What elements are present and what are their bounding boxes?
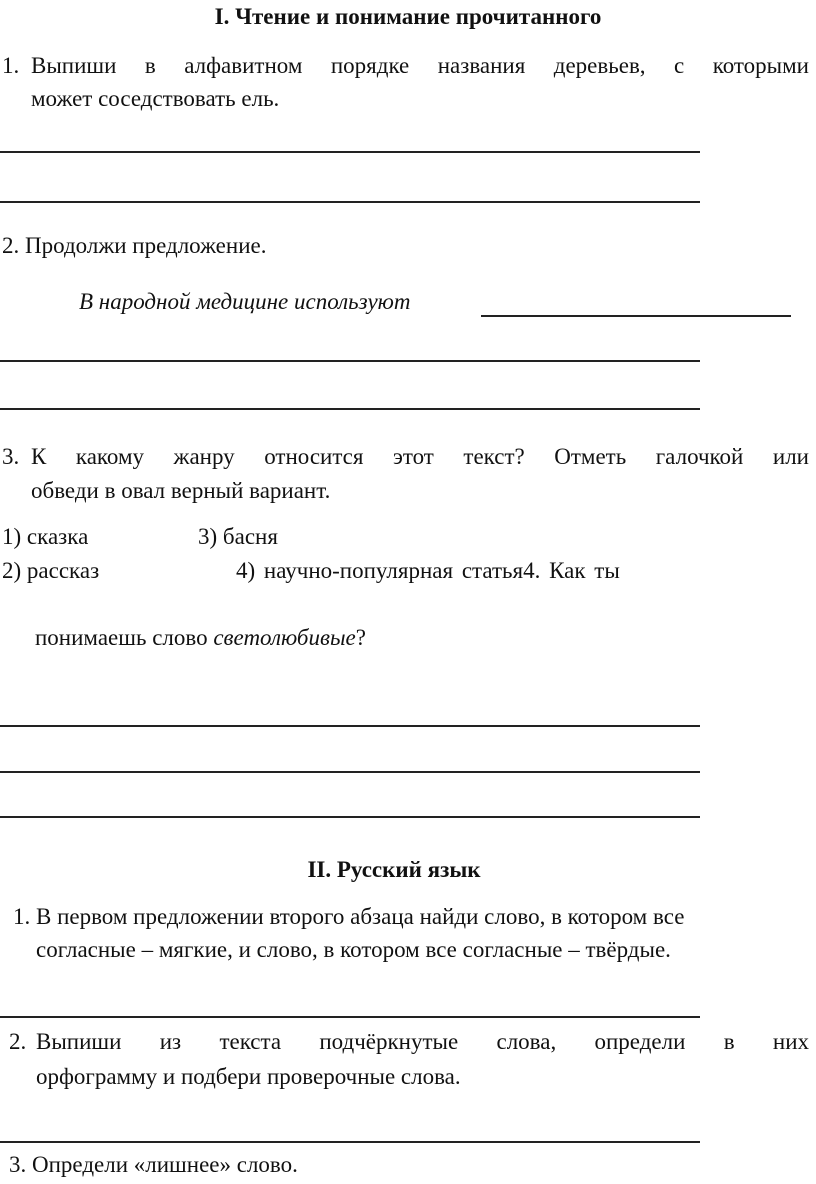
question-1-number: 1. — [2, 53, 20, 78]
question-3-line-1: К какому жанру относится этот текст? Отметь галочкой или — [31, 444, 809, 469]
option-number: 4) — [236, 558, 256, 583]
question-2-text: Продолжи предложение. — [25, 233, 267, 258]
s2-question-1-line-2: согласные – мягкие, и слово, в котором все согласные – твёрдые. — [36, 937, 671, 962]
s2-question-2-line-1: Выпиши из текста подчёркнутые слова, определи в них — [36, 1029, 809, 1054]
question-1-line-2: может соседствовать ель. — [31, 86, 280, 111]
question-2-number: 2. — [2, 233, 20, 258]
answer-line[interactable] — [0, 151, 700, 153]
option-3[interactable] — [198, 524, 278, 550]
question-1-line-1: Выпиши в алфавитном порядке названия деревьев, с которыми — [31, 53, 809, 78]
question-4-prefix: понимаешь слово — [35, 625, 214, 650]
answer-line[interactable] — [0, 725, 700, 727]
s2-question-1-number: 1. — [13, 904, 31, 929]
option-1[interactable] — [2, 524, 88, 550]
question-4-line-2 — [35, 625, 366, 651]
question-2 — [2, 233, 266, 259]
question-3-line-2: обведи в овал верный вариант. — [31, 478, 331, 503]
option-2[interactable] — [2, 558, 99, 584]
s2-question-2-line-2: орфограмму и подбери проверочные слова. — [36, 1064, 461, 1089]
answer-line[interactable] — [0, 771, 700, 773]
s2-question-1-line-1: В первом предложении второго абзаца найди слово, в котором все — [36, 904, 685, 929]
answer-line[interactable] — [0, 408, 700, 410]
option-label: научно-популярная статья — [263, 558, 524, 583]
answer-line[interactable] — [0, 201, 700, 203]
option-number: 3) — [198, 524, 218, 549]
answer-line[interactable] — [0, 360, 700, 362]
section-1-heading: I. Чтение и понимание прочитанного — [214, 4, 602, 29]
s2-question-3-text: Определи «лишнее» слово. — [32, 1152, 298, 1177]
question-4-number: 4. — [523, 558, 541, 583]
question-3-number: 3. — [2, 444, 20, 469]
s2-question-3 — [9, 1152, 298, 1178]
answer-line[interactable] — [0, 1141, 700, 1143]
question-4-line-1: Как ты — [549, 558, 620, 583]
section-2-heading: II. Русский язык — [307, 857, 481, 882]
option-number: 1) — [2, 524, 22, 549]
s2-question-2-number: 2. — [9, 1029, 27, 1054]
option-4-line — [236, 558, 620, 584]
s2-question-3-number: 3. — [9, 1152, 27, 1177]
option-label: сказка — [26, 524, 89, 549]
question-4-word: светолюбивые — [213, 625, 356, 650]
answer-line[interactable] — [0, 1016, 700, 1018]
option-label: басня — [222, 524, 278, 549]
option-label: рассказ — [26, 558, 100, 583]
answer-line[interactable] — [481, 315, 791, 317]
option-4[interactable] — [236, 558, 523, 583]
answer-line[interactable] — [0, 816, 700, 818]
option-number: 2) — [2, 558, 22, 583]
question-2-prompt: В народной медицине используют — [79, 289, 411, 314]
question-4-suffix: ? — [355, 625, 366, 650]
